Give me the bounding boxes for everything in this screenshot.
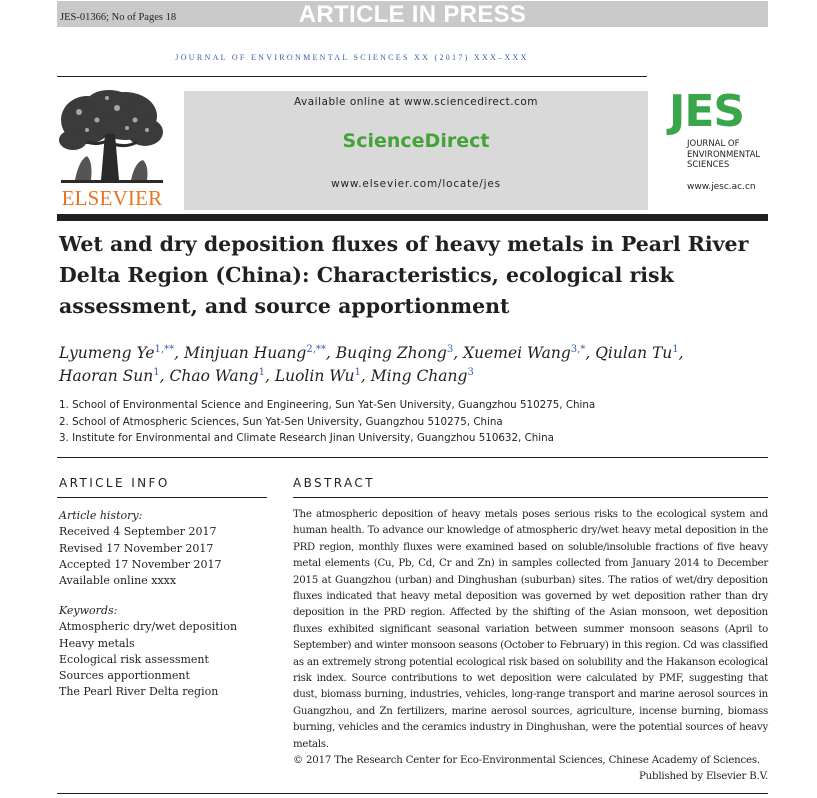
article-in-press-banner (57, 1, 768, 27)
abstract-heading: ABSTRACT (293, 476, 375, 490)
copyright-text: © 2017 The Research Center for Eco-Environmental Sciences, Chinese Academy of Sciences. (293, 755, 760, 766)
author: Buqing Zhong$^3$, (335, 344, 459, 362)
journal-citation-line: JOURNAL OF ENVIRONMENTAL SCIENCES XX (2017) XXX–XXX (175, 53, 529, 62)
header-divider (57, 76, 647, 77)
keyword-item: Atmospheric dry/wet deposition (59, 620, 238, 634)
author-name[interactable]: Chao Wang (169, 367, 259, 385)
article-info-heading: ARTICLE INFO (59, 476, 170, 490)
jes-name-line: JOURNAL OF (687, 139, 740, 149)
author-affiliation-ref[interactable]: 3 (467, 367, 474, 378)
keyword-item: Sources apportionment (59, 669, 190, 683)
sciencedirect-logo[interactable]: ScienceDirect (342, 130, 490, 152)
author: Xuemei Wang$^{3,*}$, (463, 344, 591, 362)
keywords-label: Keywords: (59, 604, 118, 617)
history-item: Received 4 September 2017 (59, 525, 217, 539)
author: Chao Wang$^1$, (169, 367, 270, 385)
keyword-item: Ecological risk assessment (59, 652, 209, 666)
history-item: Revised 17 November 2017 (59, 541, 214, 555)
author-name[interactable]: Lyumeng Ye (59, 344, 155, 362)
sciencedirect-banner[interactable] (184, 91, 648, 210)
abstract-text: The atmospheric deposition of heavy metals poses serious risks to the ecological system and human health. To advance our knowledge of atmospheric dry/wet heavy metal deposition in the PRD region, monthly fluxes were examined based on soluble/insoluble fractions of five heavy metal elements (Cu, Pb, Cd, Cr and Zn) in samples collected from January 2014 to December 2015 at Guangzhou (urban) and Dinghushan (suburban) sites. The ratios of wet/dry deposition fluxes indicated that heavy metal deposition was governed by wet deposition rather than dry deposition in the PRD region. Affected by the shifting of the Asian monsoon, wet deposition fluxes exhibited significant seasonal variation between summer monsoon seasons (April to September) and winter monsoon seasons (October to February) in this region. Cd was classified as an extremely strong potential ecological risk based on solubility and the Hakanson ecological risk index. Source contributions to wet deposition were calculated by PMF, suggesting that dust, biomass burning, industries, vehicles, long-range transport and marine aerosol sources in Guangzhou, and Zn fertilizers, marine aerosol sources, agriculture, incense burning, biomass burning, vehicles and the ceramics industry in Dinghushan, were the potential sources of heavy metals. (293, 509, 768, 750)
jes-name-line: SCIENCES (687, 160, 730, 170)
footer-divider (57, 793, 768, 794)
article-id: JES-01366; No of Pages 18 (60, 12, 177, 23)
author: Lyumeng $Ye^{1,**}$, (59, 344, 180, 362)
title-divider (57, 214, 768, 221)
affiliation-list (59, 397, 764, 447)
keyword-item: Heavy metals (59, 636, 135, 650)
author-affiliation-ref[interactable]: 3 (446, 344, 454, 355)
keyword-item: The Pearl River Delta region (59, 685, 219, 699)
author: Luolin Wu$^1$, (274, 367, 366, 385)
press-banner-title: ARTICLE IN PRESS (298, 1, 527, 28)
history-item: Accepted 17 November 2017 (59, 557, 222, 571)
author: Qiulan Tu$^1$, (595, 344, 684, 362)
author (371, 367, 474, 385)
affiliation-item: 1. School of Environmental Science and Engineering, Sun Yat-Sen University, Guangzhou 510275, China (59, 399, 596, 411)
author-name[interactable]: Minjuan Huang (183, 344, 307, 362)
publisher-text: Published by Elsevier B.V. (639, 771, 768, 783)
author: Minjuan Huang$^{2,**}$, (183, 344, 331, 362)
author-affiliation-ref[interactable]: 1 (672, 344, 679, 355)
affiliation-item: 2. School of Atmospheric Sciences, Sun Yat-Sen University, Guangzhou 510275, China (59, 415, 503, 428)
author-name[interactable]: Xuemei Wang (463, 344, 571, 362)
elsevier-tree-icon (57, 90, 167, 186)
author-name[interactable]: Ming Chang (370, 367, 468, 385)
jes-logo[interactable]: JES (669, 86, 745, 137)
elsevier-logo[interactable] (57, 90, 167, 210)
author-affiliation-ref[interactable]: 1 (153, 367, 160, 378)
jes-journal-name (687, 139, 760, 171)
elsevier-wordmark: ELSEVIER (61, 186, 163, 210)
jes-name-line: ENVIRONMENTAL (687, 149, 761, 160)
author-list (59, 342, 764, 388)
jes-url-link[interactable]: www.jesc.ac.cn (687, 182, 756, 192)
affiliation-item: 3. Institute for Environmental and Climate Research Jinan University, Guangzhou 510632, China (59, 432, 554, 444)
journal-locate-link[interactable]: www.elsevier.com/locate/jes (331, 178, 501, 190)
available-online-text: Available online at www.sciencedirect.com (293, 96, 539, 108)
author-name[interactable]: Luolin Wu (274, 367, 355, 385)
section-divider (57, 457, 768, 458)
author-name[interactable]: Haoran Sun (59, 367, 154, 385)
author-affiliation-ref[interactable]: 2,** (306, 344, 326, 355)
keywords-list (59, 603, 274, 701)
author: Haoran Sun$^1$, (59, 367, 165, 385)
article-info-divider (57, 497, 267, 498)
author-name[interactable]: Qiulan Tu (595, 344, 673, 362)
history-label: Article history: (59, 509, 143, 522)
author-affiliation-ref[interactable]: 1 (354, 367, 361, 378)
author-affiliation-ref[interactable]: 1 (258, 367, 265, 378)
copyright-notice (293, 753, 768, 786)
author-name[interactable]: Buqing Zhong (335, 344, 447, 362)
article-title: Wet and dry deposition fluxes of heavy metals in Pearl River Delta Region (China): Characteristics, ecological risk assessment, and source apportionment (59, 232, 749, 318)
abstract-divider (293, 497, 768, 498)
author-affiliation-ref[interactable]: 3,* (570, 344, 586, 355)
history-item: Available online xxxx (59, 574, 177, 588)
author-affiliation-ref[interactable]: 1,** (154, 344, 175, 355)
article-history (59, 508, 274, 589)
